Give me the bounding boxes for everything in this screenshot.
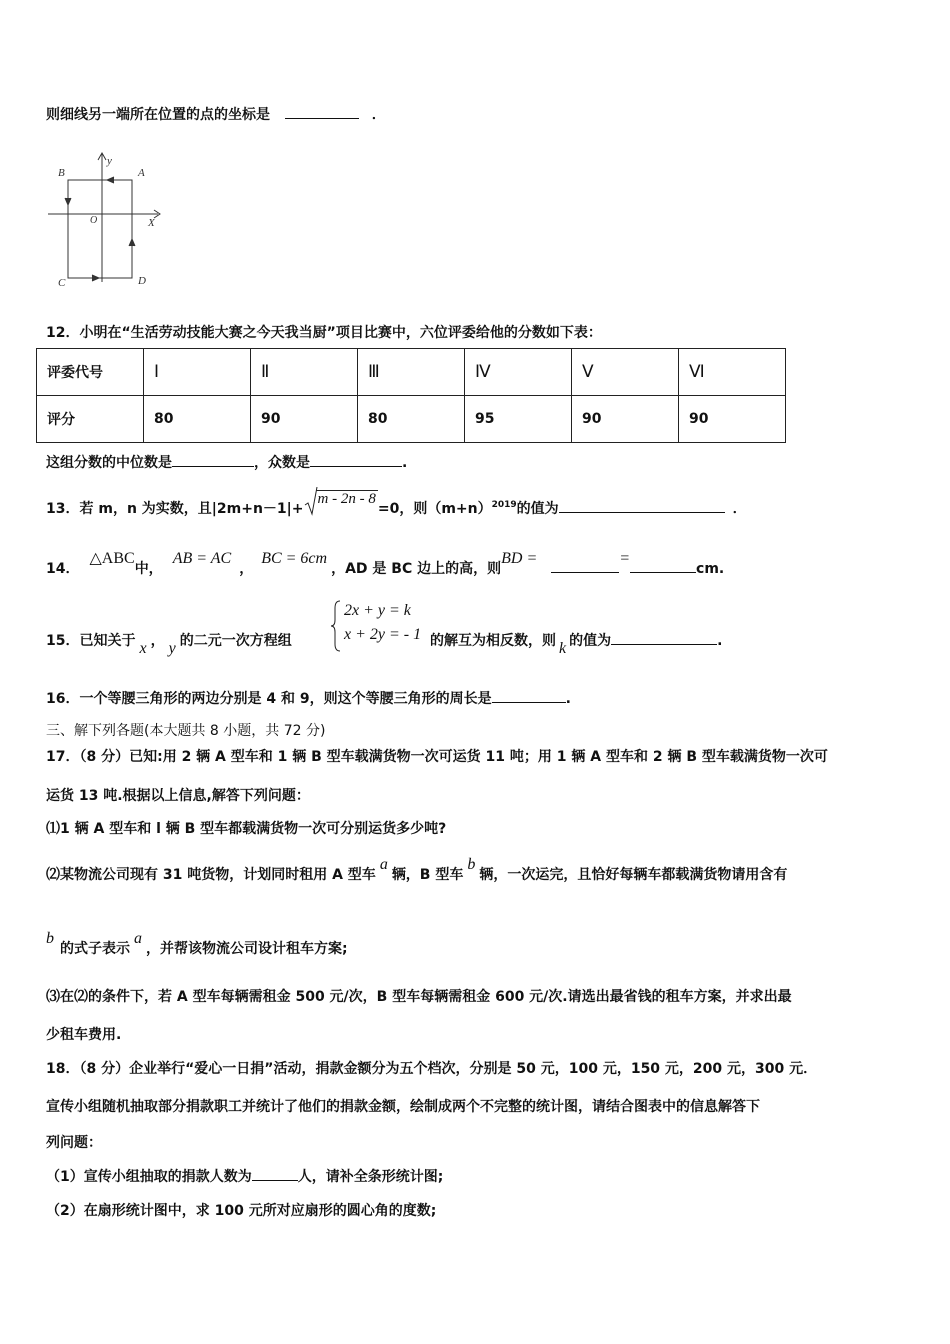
q17-line-1: 17．（8 分）已知:用 2 辆 A 型车和 1 辆 B 型车载满货物一次可运货 11 吨；用 1 辆 A 型车和 2 辆 B 型车载满货物一次可 [46, 749, 828, 765]
var-y: y [168, 640, 176, 657]
score-label-cell: 评分 [37, 396, 144, 443]
header-label-cell: 评委代号 [37, 349, 144, 396]
q17-p2-b: 辆，B 型车 [391, 867, 464, 883]
arrow-top [107, 177, 114, 183]
score-cell: 80 [358, 396, 465, 443]
arrow-right [129, 239, 135, 246]
q17-part-2 [46, 856, 788, 884]
q12-mode-label: ，众数是 [254, 455, 310, 471]
q16-text: 16．一个等腰三角形的两边分别是 4 和 9，则这个等腰三角形的周长是 [46, 691, 492, 707]
q13-period: ． [732, 501, 747, 517]
q12-median-label: 这组分数的中位数是 [46, 455, 172, 471]
q17-p2-c: 辆，一次运完，且恰好每辆车都载满货物请用含有 [479, 867, 788, 883]
judge-cell: Ⅳ [465, 349, 572, 396]
var-x: x [139, 640, 147, 657]
q17-line-2: 运货 13 吨.根据以上信息,解答下列问题： [46, 788, 310, 804]
q14-unit: cm. [696, 561, 725, 577]
var-b: b [467, 856, 476, 873]
q14-line [46, 550, 725, 578]
bc-eq-6cm: BC = 6cm [261, 550, 328, 567]
judge-cell: Ⅰ [144, 349, 251, 396]
q14-equals: = [619, 550, 631, 567]
var-b-2: b [46, 930, 54, 947]
q18-part-2: （2）在扇形统计图中，求 100 元所对应扇形的圆心角的度数; [46, 1203, 437, 1219]
q11-text: 则细线另一端所在位置的点的坐标是 [46, 107, 270, 123]
q16-period: . [565, 691, 571, 707]
q12-text: 12．小明在“生活劳动技能大赛之今天我当厨”项目比赛中，六位评委给他的分数如下表： [46, 325, 602, 341]
label-y: y [107, 155, 112, 167]
q18-part-1 [46, 1166, 443, 1186]
section-3-heading: 三、解下列各题(本大题共 8 小题，共 72 分) [46, 723, 326, 739]
q13-part-a: 13．若 m，n 为实数，且|2m+n－1|+ [46, 501, 304, 517]
q15-line-b [430, 630, 723, 657]
q17-part-2-cont [46, 930, 348, 958]
bd-eq: BD = [501, 550, 538, 567]
q14-number: 14． [46, 561, 80, 577]
q17-part-1: ⑴1 辆 A 型车和 l 辆 B 型车都载满货物一次可分别运货多少吨? [46, 821, 447, 837]
q15-line-a [46, 630, 292, 657]
judge-cell: Ⅲ [358, 349, 465, 396]
q17-p2-d: 的式子表示 [60, 941, 130, 957]
q12-period: . [402, 455, 408, 471]
q15-part-a: 15．已知关于 [46, 633, 136, 649]
q12-answer-line [46, 452, 407, 472]
q16-line [46, 688, 571, 708]
arrow-bottom [92, 275, 99, 281]
q18-line-3: 列问题： [46, 1135, 102, 1151]
label-d: D [138, 275, 146, 287]
median-blank[interactable] [172, 452, 254, 467]
q17-part-3b: 少租车费用. [46, 1027, 122, 1043]
sqrt-radicand: m - 2n - 8 [317, 491, 376, 507]
q15-answer-blank[interactable] [611, 630, 717, 645]
string-rectangle [68, 180, 132, 278]
score-cell: 90 [251, 396, 358, 443]
judge-cell: Ⅱ [251, 349, 358, 396]
q18-p1-a: （1）宣传小组抽取的捐款人数为 [46, 1169, 252, 1185]
q17-p2-e: ，并帮该物流公司设计租车方案; [146, 941, 348, 957]
var-a: a [379, 856, 388, 873]
q17-p2-a: ⑵某物流公司现有 31 吨货物，计划同时租用 A 型车 [46, 867, 376, 883]
q15-part-d: 的值为 [569, 633, 612, 649]
scores-table [36, 348, 786, 443]
coordinate-figure [48, 152, 168, 292]
q13-exponent: 2019 [491, 500, 517, 510]
q11-period: ． [371, 107, 386, 123]
q17-part-3a: ⑶在⑵的条件下，若 A 型车每辆需租金 500 元/次，B 型车每辆需租金 600 元/次.请选出最省钱的租车方案，并求出最 [46, 989, 792, 1005]
score-cell: 90 [572, 396, 679, 443]
brace-icon [330, 600, 342, 652]
q14-text: ，AD 是 BC 边上的高，则 [331, 561, 502, 577]
q11-line [46, 104, 386, 124]
q14-blank-1[interactable] [551, 558, 619, 573]
equation-2: x + 2y = - 1 [344, 626, 422, 643]
q14-blank-2[interactable] [630, 558, 696, 573]
q18-line-2: 宣传小组随机抽取部分捐款职工并统计了他们的捐款金额，绘制成两个不完整的统计图，请结合图表中的信息解答下 [46, 1099, 760, 1115]
label-a: A [138, 167, 145, 179]
triangle-abc: △ABC [89, 550, 135, 567]
judge-cell: Ⅵ [679, 349, 786, 396]
label-c: C [58, 277, 66, 289]
table-row-judges [37, 349, 786, 396]
score-cell: 90 [679, 396, 786, 443]
q13-line [46, 491, 747, 518]
judge-cell: Ⅴ [572, 349, 679, 396]
q14-comma: ， [239, 561, 254, 577]
score-cell: 95 [465, 396, 572, 443]
q18-answer-blank[interactable] [252, 1166, 298, 1181]
q15-period: . [717, 633, 723, 649]
q15-comma: ， [150, 633, 165, 649]
label-b: B [58, 167, 65, 179]
q13-part-c: 的值为 [516, 501, 559, 517]
table-row-scores [37, 396, 786, 443]
equation-1: 2x + y = k [344, 602, 411, 619]
label-o: O [90, 215, 98, 226]
arrow-left [65, 198, 71, 205]
ab-eq-ac: AB = AC [172, 550, 232, 567]
q15-part-c: 的解互为相反数，则 [430, 633, 556, 649]
sqrt-expression [304, 491, 378, 518]
label-x: X [148, 217, 155, 229]
q16-answer-blank[interactable] [492, 688, 566, 703]
q11-answer-blank[interactable] [285, 104, 359, 119]
var-k: k [559, 640, 567, 657]
q13-part-b: =0，则（m+n） [377, 501, 492, 517]
q15-part-b: 的二元一次方程组 [179, 633, 292, 649]
score-cell: 80 [144, 396, 251, 443]
var-a-2: a [134, 930, 142, 947]
q18-p1-b: 人，请补全条形统计图; [297, 1169, 444, 1185]
q14-zh: 中， [134, 561, 163, 577]
q18-line-1: 18．（8 分）企业举行“爱心一日捐”活动，捐款金额分为五个档次，分别是 50 元，100 元，150 元，200 元，300 元． [46, 1061, 818, 1077]
mode-blank[interactable] [310, 452, 402, 467]
q13-answer-blank[interactable] [559, 498, 725, 513]
